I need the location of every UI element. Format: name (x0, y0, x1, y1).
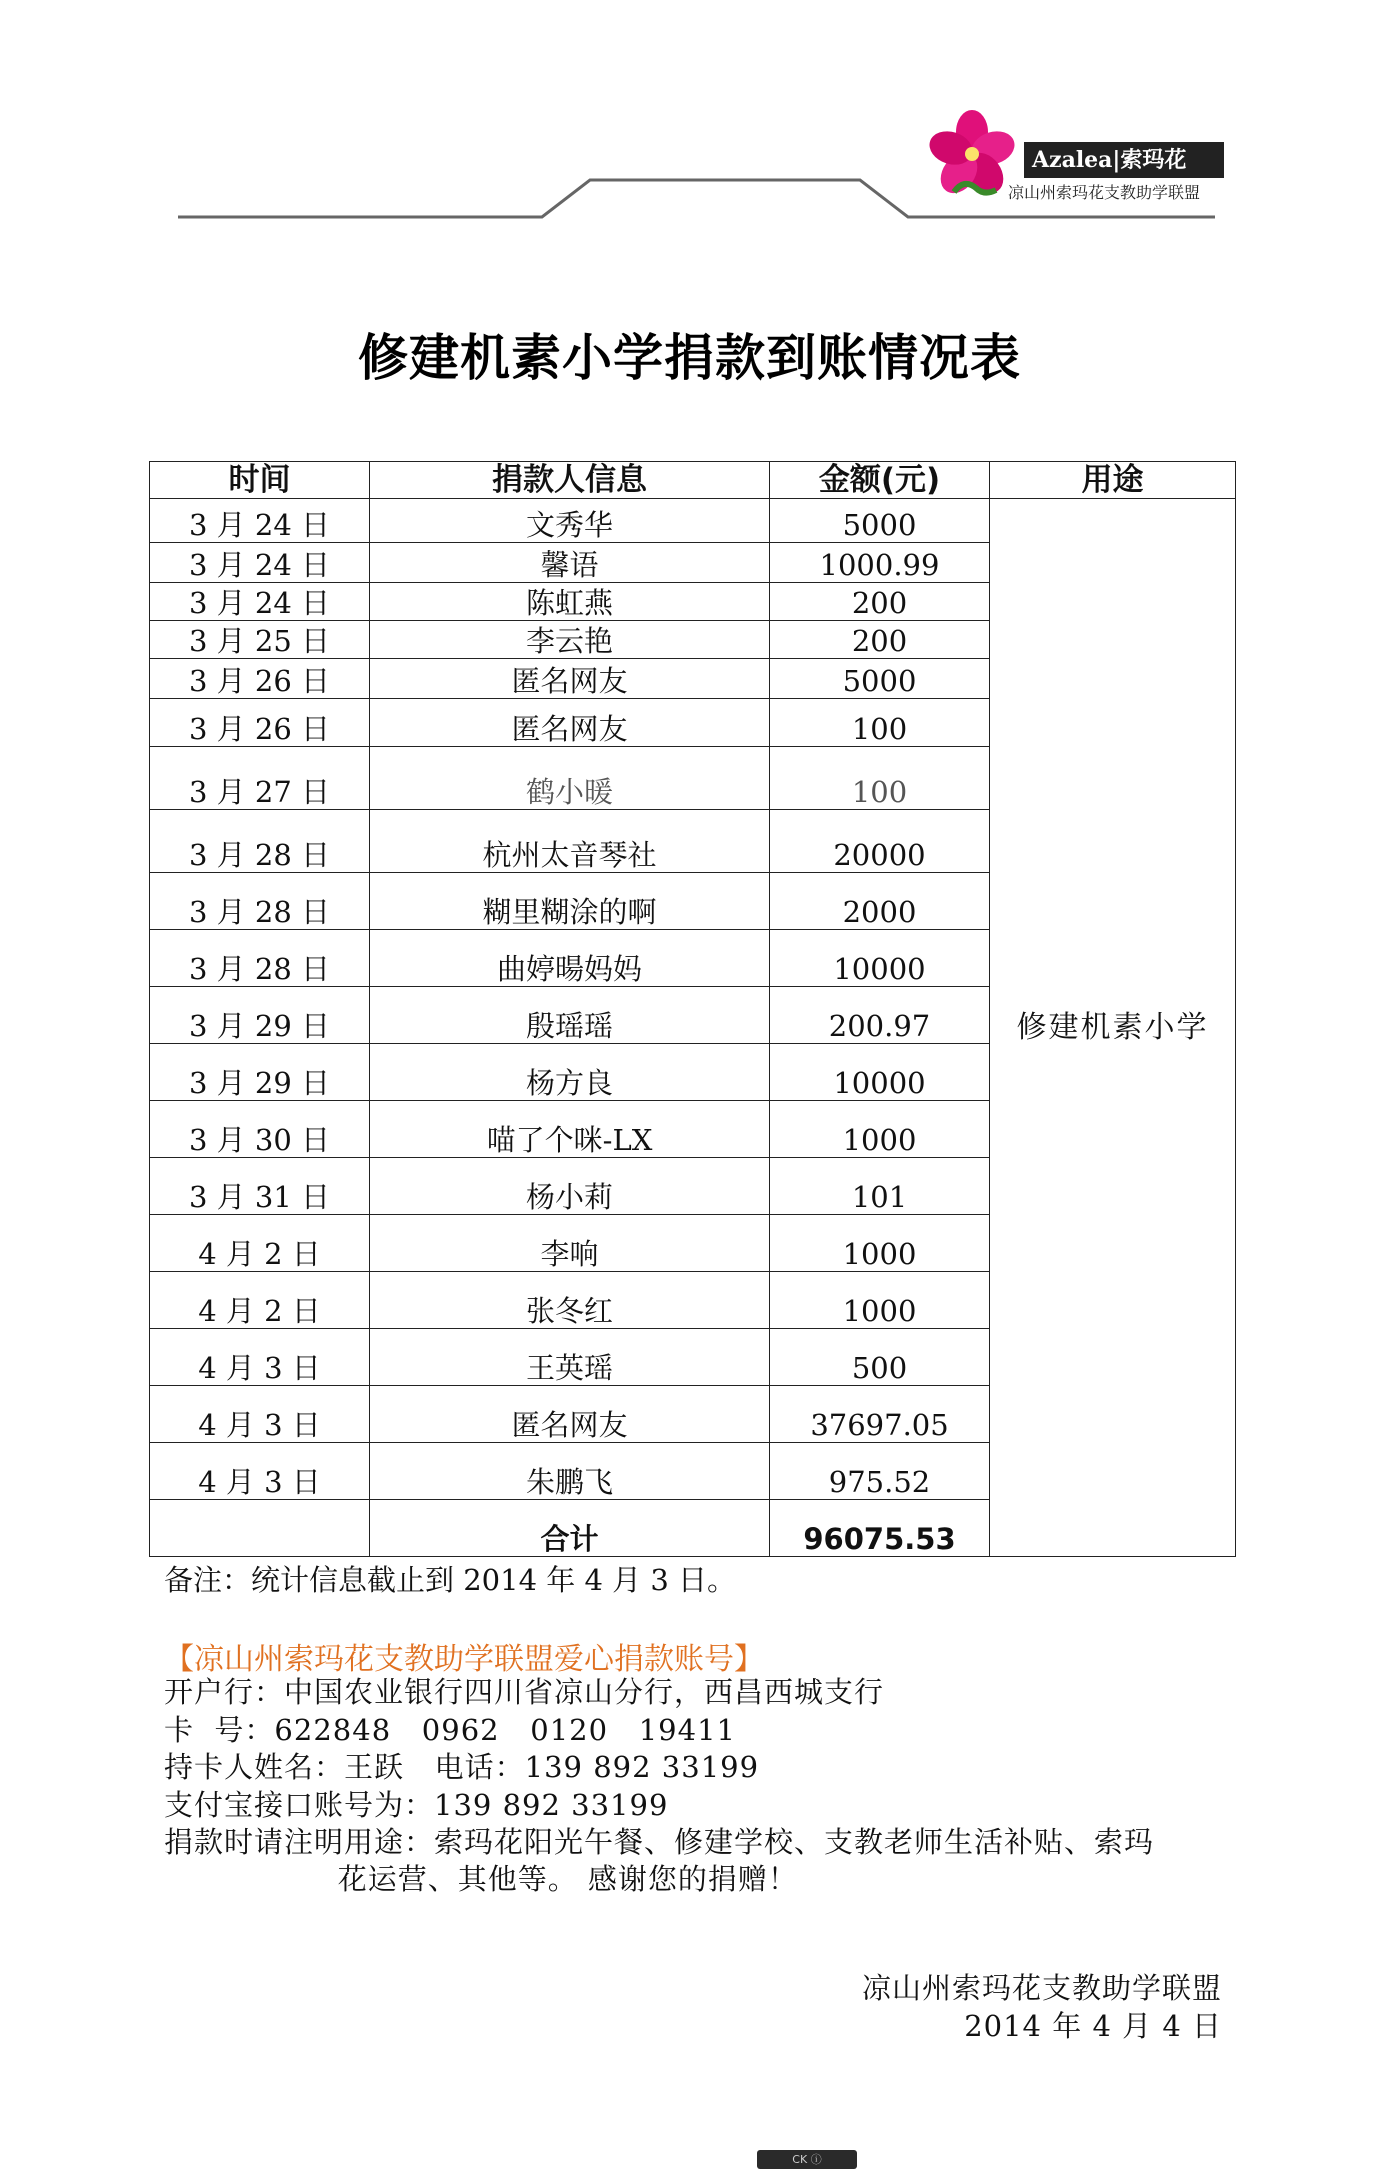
logo (920, 104, 1230, 214)
footer-toolbar[interactable] (757, 2150, 857, 2169)
cell-donor: 喵了个咪-LX (370, 1101, 770, 1158)
cell-amount: 1000 (770, 1215, 990, 1272)
cell-donor: 匿名网友 (370, 659, 770, 699)
note: 备注：统计信息截止到 2014 年 4 月 3 日。 (164, 1563, 737, 1597)
account-holder: 持卡人姓名：王跃 电话：139 892 33199 (164, 1750, 760, 1784)
account-bank: 开户行：中国农业银行四川省凉山分行，西昌西城支行 (164, 1675, 885, 1709)
account-card: 卡 号：622848 0962 0120 19411 (164, 1713, 736, 1747)
cell-donor: 曲婷暘妈妈 (370, 930, 770, 987)
cell-amount: 101 (770, 1158, 990, 1215)
cell-date: 3 月 26 日 (150, 659, 370, 699)
cell-donor: 杨方良 (370, 1044, 770, 1101)
cell-donor: 文秀华 (370, 499, 770, 543)
signature-org: 凉山州索玛花支教助学联盟 (861, 1971, 1222, 2005)
header-amount: 金额(元) (770, 462, 990, 499)
cell-empty (150, 1500, 370, 1557)
cell-date: 4 月 3 日 (150, 1329, 370, 1386)
table-header-row (150, 462, 1236, 499)
cell-date: 3 月 26 日 (150, 699, 370, 747)
cell-donor: 张冬红 (370, 1272, 770, 1329)
cell-amount: 200 (770, 583, 990, 621)
cell-date: 3 月 28 日 (150, 930, 370, 987)
logo-subtitle: 凉山州索玛花支教助学联盟 (1008, 183, 1201, 202)
cell-donor: 朱鹏飞 (370, 1443, 770, 1500)
cell-amount: 37697.05 (770, 1386, 990, 1443)
cell-date: 3 月 28 日 (150, 810, 370, 873)
cell-donor: 陈虹燕 (370, 583, 770, 621)
cell-donor: 鹤小暖 (370, 747, 770, 810)
signature-date: 2014 年 4 月 4 日 (964, 2009, 1222, 2043)
cell-date: 3 月 24 日 (150, 499, 370, 543)
cell-purpose: 修建机素小学 (990, 499, 1236, 1557)
cell-amount: 500 (770, 1329, 990, 1386)
cell-donor: 李云艳 (370, 621, 770, 659)
cell-date: 3 月 28 日 (150, 873, 370, 930)
cell-amount: 2000 (770, 873, 990, 930)
cell-donor: 殷瑶瑶 (370, 987, 770, 1044)
cell-date: 3 月 25 日 (150, 621, 370, 659)
header-donor: 捐款人信息 (370, 462, 770, 499)
cell-donor: 馨语 (370, 543, 770, 583)
cell-donor: 杨小莉 (370, 1158, 770, 1215)
cell-date: 3 月 29 日 (150, 987, 370, 1044)
cell-donor: 王英瑶 (370, 1329, 770, 1386)
cell-amount: 20000 (770, 810, 990, 873)
cell-amount: 10000 (770, 1044, 990, 1101)
header-purpose: 用途 (990, 462, 1236, 499)
cell-donor: 匿名网友 (370, 699, 770, 747)
page-title: 修建机素小学捐款到账情况表 (358, 329, 1021, 387)
cell-amount: 100 (770, 747, 990, 810)
cell-date: 3 月 27 日 (150, 747, 370, 810)
total-amount: 96075.53 (770, 1500, 990, 1557)
cell-date: 4 月 3 日 (150, 1443, 370, 1500)
cell-amount: 1000 (770, 1101, 990, 1158)
cell-date: 3 月 24 日 (150, 583, 370, 621)
account-purpose: 捐款时请注明用途：索玛花阳光午餐、修建学校、支教老师生活补贴、索玛 (164, 1825, 1155, 1859)
cell-date: 4 月 2 日 (150, 1272, 370, 1329)
cell-donor: 匿名网友 (370, 1386, 770, 1443)
logo-brand: Azalea|索玛花 (1024, 142, 1224, 178)
footer-label: CK (792, 2153, 808, 2166)
cell-amount: 100 (770, 699, 990, 747)
account-alipay: 支付宝接口账号为：139 892 33199 (164, 1788, 669, 1822)
total-label: 合计 (370, 1500, 770, 1557)
cell-donor: 杭州太音琴社 (370, 810, 770, 873)
cell-date: 4 月 2 日 (150, 1215, 370, 1272)
cell-date: 3 月 24 日 (150, 543, 370, 583)
cell-donor: 糊里糊涂的啊 (370, 873, 770, 930)
cell-amount: 200.97 (770, 987, 990, 1044)
table-row (150, 499, 1236, 543)
cell-date: 4 月 3 日 (150, 1386, 370, 1443)
cell-amount: 10000 (770, 930, 990, 987)
account-title: 【凉山州索玛花支教助学联盟爱心捐款账号】 (164, 1642, 764, 1677)
cell-amount: 200 (770, 621, 990, 659)
cell-date: 3 月 30 日 (150, 1101, 370, 1158)
cell-amount: 1000 (770, 1272, 990, 1329)
account-purpose-cont: 花运营、其他等。 感谢您的捐赠！ (164, 1862, 798, 1896)
cell-amount: 975.52 (770, 1443, 990, 1500)
header-date: 时间 (150, 462, 370, 499)
cell-date: 3 月 31 日 (150, 1158, 370, 1215)
cell-amount: 5000 (770, 659, 990, 699)
cell-donor: 李响 (370, 1215, 770, 1272)
cell-amount: 5000 (770, 499, 990, 543)
help-icon[interactable]: ⓘ (810, 2153, 822, 2166)
cell-date: 3 月 29 日 (150, 1044, 370, 1101)
cell-amount: 1000.99 (770, 543, 990, 583)
donation-table (149, 461, 1236, 1557)
